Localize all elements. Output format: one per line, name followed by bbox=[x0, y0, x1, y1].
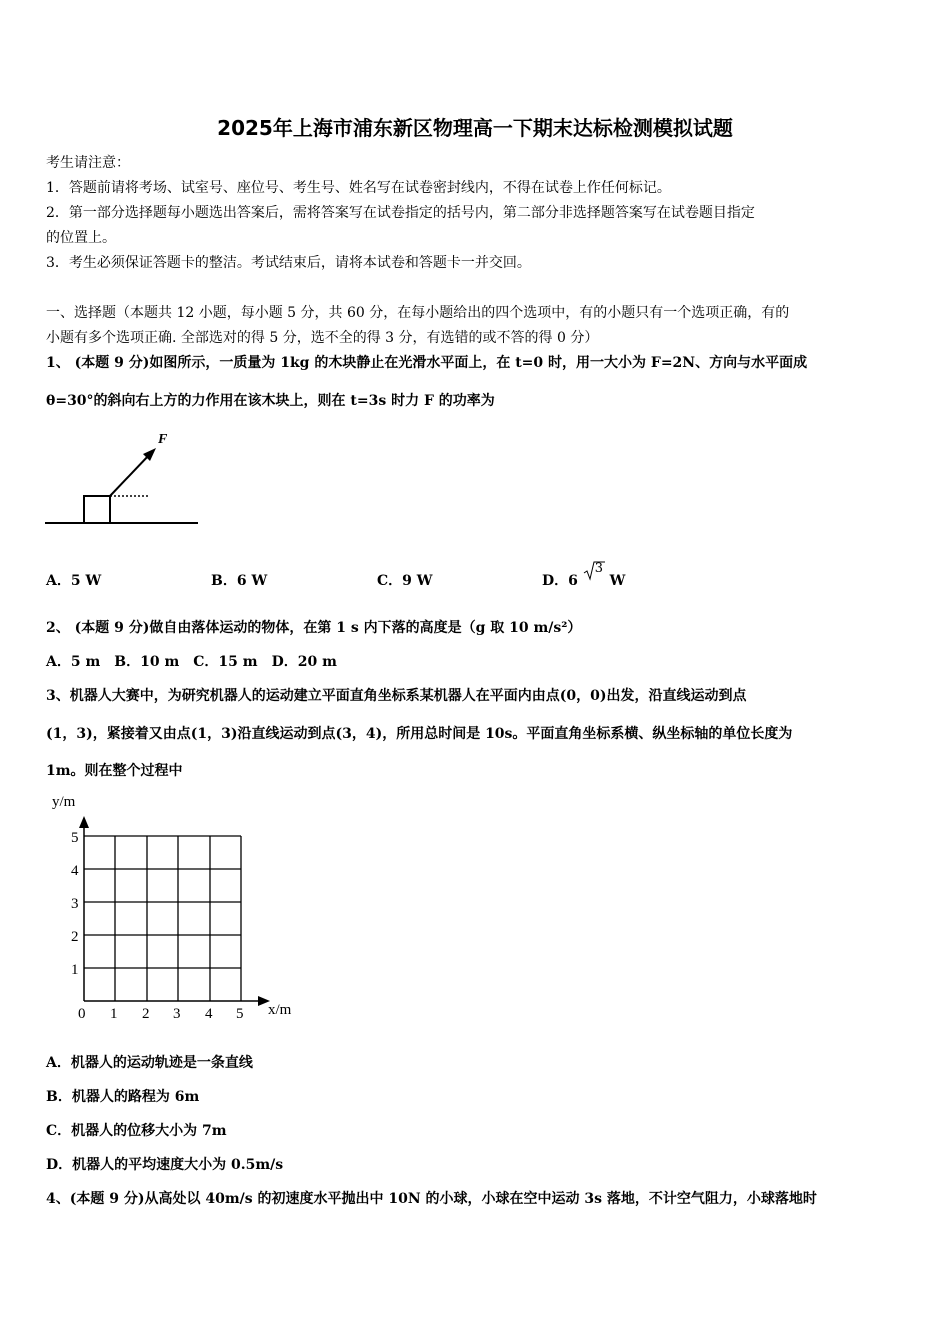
x-axis-label: x/m bbox=[268, 1002, 292, 1018]
wood-block bbox=[84, 496, 110, 523]
coordinate-grid bbox=[40, 788, 310, 1028]
y-tick-label: 5 bbox=[71, 830, 79, 846]
page-title: 2025年上海市浦东新区物理高一下期末达标检测模拟试题 bbox=[217, 116, 733, 140]
y-tick-label: 4 bbox=[71, 863, 79, 879]
q1-option-c: C．9 W bbox=[377, 573, 433, 589]
x-tick-label: 5 bbox=[236, 1006, 244, 1022]
question-2-stem: 2、 (本题 9 分)做自由落体运动的物体，在第 1 s 内下落的高度是（g 取 10 m/s²） bbox=[46, 620, 582, 636]
origin-label: 0 bbox=[78, 1006, 86, 1022]
force-label: F bbox=[158, 432, 168, 447]
q1-option-d bbox=[542, 561, 626, 590]
force-arrow bbox=[110, 454, 150, 496]
notice-item: 2．第一部分选择题每小题选出答案后，需将答案写在试卷指定的括号内，第二部分非选择题答案写在试卷题目指定 bbox=[46, 205, 755, 221]
radicand: 3 bbox=[594, 561, 604, 576]
question-2-options: A．5 m B．10 m C．15 m D．20 m bbox=[46, 654, 337, 670]
y-tick-label: 3 bbox=[71, 896, 79, 912]
section-heading-cont: 小题有多个选项正确. 全部选对的得 5 分，选不全的得 3 分，有选错的或不答的得 0 分） bbox=[46, 330, 599, 346]
notice-item: 1．答题前请将考场、试室号、座位号、考生号、姓名写在试卷密封线内，不得在试卷上作任何标记。 bbox=[46, 180, 671, 196]
question-4-stem: 4、(本题 9 分)从高处以 40m/s 的初速度水平抛出中 10N 的小球，小球在空中运动 3s 落地，不计空气阻力，小球落地时 bbox=[46, 1191, 817, 1207]
y-axis-label: y/m bbox=[52, 794, 76, 810]
y-tick-label: 1 bbox=[71, 962, 79, 978]
notice-heading: 考生请注意： bbox=[46, 155, 130, 171]
q3-option-a: A．机器人的运动轨迹是一条直线 bbox=[46, 1055, 253, 1071]
question-1-stem-cont: θ=30°的斜向右上方的力作用在该木块上，则在 t=3s 时力 F 的功率为 bbox=[46, 393, 495, 409]
question-3-stem-cont2: 1m。则在整个过程中 bbox=[46, 763, 183, 779]
question-3-stem: 3、机器人大赛中，为研究机器人的运动建立平面直角坐标系某机器人在平面内由点(0，0)出发，沿直线运动到点 bbox=[46, 688, 747, 704]
y-axis-arrow bbox=[79, 816, 89, 828]
q3-option-c: C．机器人的位移大小为 7m bbox=[46, 1123, 227, 1139]
q1-option-d-prefix: D．6 bbox=[542, 573, 578, 589]
sqrt-icon bbox=[583, 561, 605, 585]
q1-option-b: B．6 W bbox=[211, 573, 268, 589]
q1-option-a: A．5 W bbox=[46, 573, 102, 589]
x-tick-label: 2 bbox=[142, 1006, 150, 1022]
x-tick-label: 3 bbox=[173, 1006, 181, 1022]
x-tick-label: 4 bbox=[205, 1006, 213, 1022]
q3-option-b: B．机器人的路程为 6m bbox=[46, 1089, 200, 1105]
question-1-stem: 1、 (本题 9 分)如图所示，一质量为 1kg 的木块静止在光滑水平面上，在 t=0 时，用一大小为 F=2N、方向与水平面成 bbox=[46, 355, 808, 371]
q1-option-d-unit: W bbox=[609, 573, 626, 589]
q3-option-d: D．机器人的平均速度大小为 0.5m/s bbox=[46, 1157, 284, 1173]
notice-item: 的位置上。 bbox=[46, 230, 116, 246]
force-diagram bbox=[40, 425, 210, 530]
question-3-stem-cont: (1，3)，紧接着又由点(1，3)沿直线运动到点(3，4)，所用总时间是 10s。平面直角坐标系横、纵坐标轴的单位长度为 bbox=[46, 726, 793, 742]
notice-item: 3．考生必须保证答题卡的整洁。考试结束后，请将本试卷和答题卡一并交回。 bbox=[46, 255, 531, 271]
x-tick-label: 1 bbox=[110, 1006, 118, 1022]
y-tick-label: 2 bbox=[71, 929, 79, 945]
grid-lines bbox=[84, 836, 241, 1001]
section-heading: 一、选择题（本题共 12 小题，每小题 5 分，共 60 分，在每小题给出的四个选项中，有的小题只有一个选项正确，有的 bbox=[46, 305, 790, 321]
